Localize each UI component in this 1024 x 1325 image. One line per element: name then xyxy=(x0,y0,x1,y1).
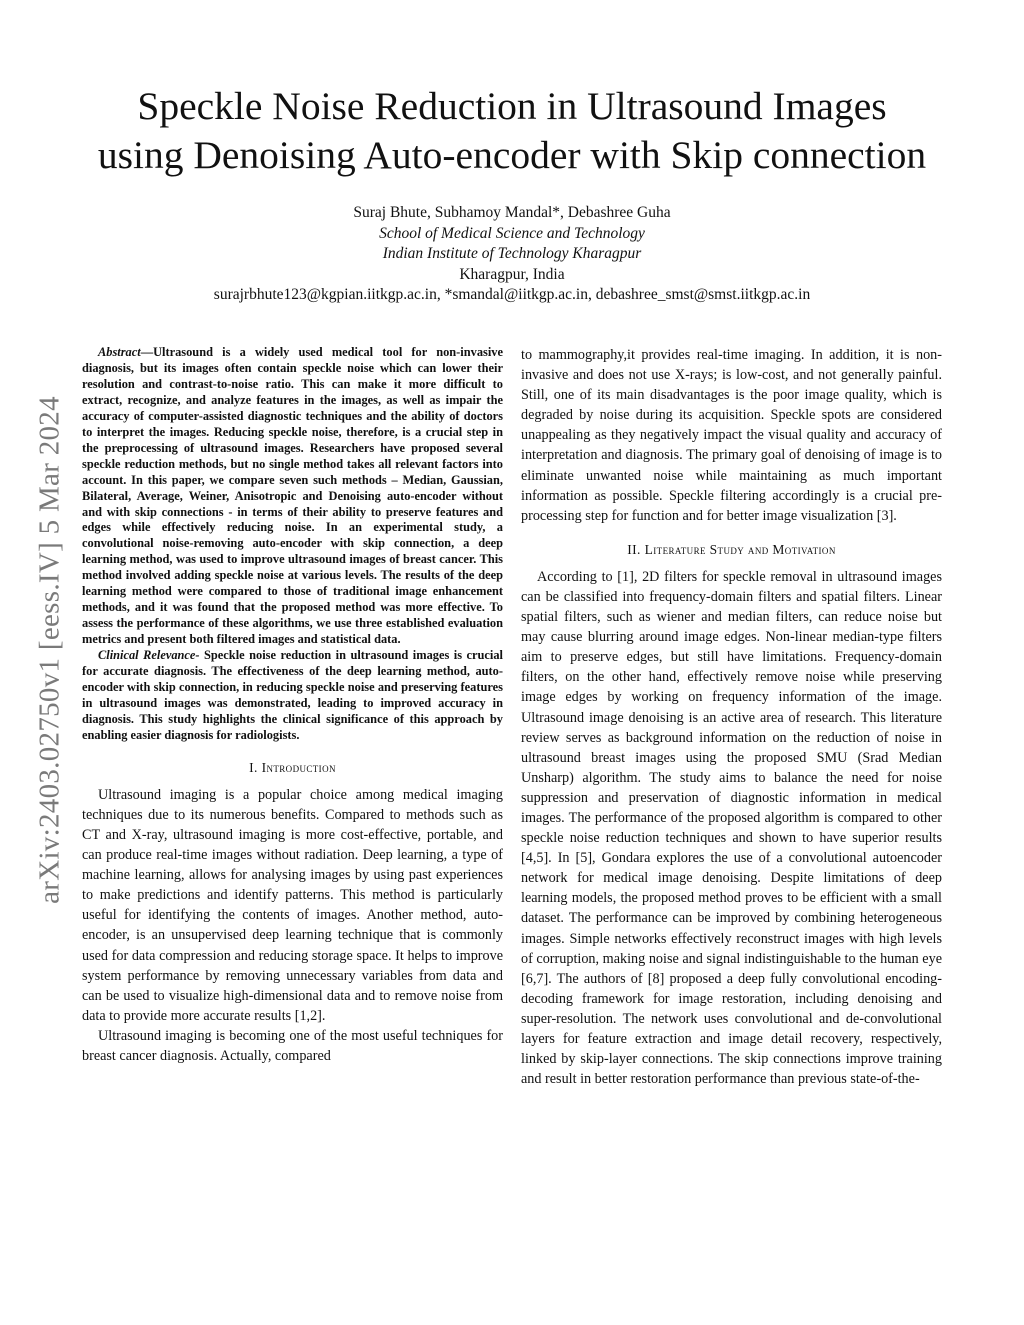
arxiv-identifier-stamp xyxy=(24,340,76,960)
literature-number: II. xyxy=(627,541,641,557)
clinical-relevance-text: Speckle noise reduction in ultrasound images is crucial for accurate diagnosis. The effectiveness of the deep learning method, auto-encoder with skip connection, in reducing speckle noise and preserving features in ultrasound images was demonstrated, leading to improved accuracy in diagnosis. This study highlights the clinical significance of this approach by enabling easier diagnosis for radiologists. xyxy=(82,648,503,742)
paper-title xyxy=(60,82,964,180)
introduction-paragraph-2: Ultrasound imaging is becoming one of the most useful techniques for breast cancer diagnosis. Actually, compared xyxy=(82,1027,503,1065)
literature-body xyxy=(521,567,942,1089)
introduction-heading xyxy=(82,760,503,776)
introduction-paragraph-2-continued: to mammography,it provides real-time imaging. In addition, it is non-invasive and does not use X-rays; is low-cost, and not generally painful. Still, one of its main disadvantages is the poor image quality, which is degraded by noise during its acquisition. Speckle spots are considered unappealing as they negatively impact the visual quality and accuracy of interpretation and diagnosis. The primary goal of denoising of image is to eliminate unwanted noise while maintaining as much important information as possible. Speckle filtering accordingly is a crucial pre-processing step for function and for better image visualization [3]. xyxy=(521,347,942,524)
abstract-section xyxy=(82,345,503,744)
introduction-number: I. xyxy=(249,759,258,775)
literature-paragraph-1: According to [1], 2D filters for speckle removal in ultrasound images can be classified into frequency-domain filters and spatial filters. Linear spatial filters, such as wiener and median filters, can reduce noise but may cause blurring around image edges. Non-linear median-type filters aim to preserve edges, but still have limitations. Frequency-domain filters, on the other hand, effectively remove noise while preserving image edges by working on frequency information of the image. Ultrasound image denoising is an active area of research. This literature review serves as background information on the reduction of noise in ultrasound breast images using the proposed SMU (Srad Median Unsharp) algorithm. The study aims to balance the need for noise suppression and preservation of diagnostic information in medical images. The performance of the proposed algorithm is compared to other speckle noise reduction techniques and shown to have superior results [4,5]. In [5], Gondara explores the use of a convolutional autoencoder network for medical image denoising. Despite limitations of deep learning models, the proposed method proves to be efficient with a small dataset. The performance can be improved by combining heterogeneous images. Simple networks effectively reconstruct images with high levels of corruption, making noise and signal indistinguishable to the human eye [6,7]. The authors of [8] proposed a deep fully convolutional encoding-decoding framework for image restoration, including denoising and super-resolution. The network uses convolutional and de-convolutional layers for feature extraction and image detail recovery, respectively, linked by skip-layer connections. The skip connections improve training and result in better restoration performance than previous state-of-the- xyxy=(521,568,942,1088)
abstract-text: —Ultrasound is a widely used medical tool for non-invasive diagnosis, but its images often contain speckle noise which can lower their resolution and contrast-to-noise ratio. This can make it more difficult to extract, recognize, and analyze features in the images, as well as impair the accuracy of computer-assisted diagnostic techniques and the ability of doctors to interpret the images. Reducing speckle noise, therefore, is a crucial step in the preprocessing of ultrasound images. Researchers have proposed several speckle reduction methods, but no single method takes all relevant factors into account. In this paper, we compare seven such methods – Median, Gaussian, Bilateral, Average, Weiner, Anisotropic and Denoising auto-encoder without and with skip connections - in terms of their ability to preserve features and edges while effectively reducing noise. In an experimental study, a convolutional noise-removing auto-encoder with skip connection, a deep learning method, was used to improve ultrasound images of breast cancer. This method involved adding speckle noise at various levels. The results of the deep learning method were compared to those of traditional image enhancement methods, and it was found that the proposed method was more effective. To assess the performance of these algorithms, we use three established evaluation metrics and present both filtered images and statistical data. xyxy=(82,345,503,647)
abstract-label: Abstract xyxy=(98,345,141,359)
right-column xyxy=(521,345,942,1089)
author-affiliation-school: School of Medical Science and Technology xyxy=(379,224,645,242)
author-affiliation-institute: Indian Institute of Technology Kharagpur xyxy=(382,245,642,262)
author-location: Kharagpur, India xyxy=(459,265,565,283)
clinical-relevance-label: Clinical Relevance- xyxy=(98,648,200,663)
literature-heading xyxy=(521,542,942,558)
clinical-relevance-paragraph xyxy=(82,648,503,744)
literature-title: Literature Study and Motivation xyxy=(644,541,836,557)
abstract-paragraph xyxy=(82,345,503,648)
title-line-2: using Denoising Auto-encoder with Skip connection xyxy=(97,133,927,177)
introduction-paragraph-1: Ultrasound imaging is a popular choice among medical imaging techniques due to its numerous benefits. Compared to methods such as CT and X-ray, ultrasound imaging is more cost-effective, portable, and can produce real-time images without radiation. Deep learning, a type of machine learning, allows for analysing images by using past experiences to make predictions and identify patterns. This method is particularly useful for identifying the contents of images. Another method, auto-encoder, is an unsupervised deep learning technique that is commonly used for data compression and reducing storage space. It helps to improve system performance by removing unnecessary variables from data and can be used to visualize high-dimensional data and to remove noise from data to provide more accurate results [1,2]. xyxy=(82,786,503,1024)
author-emails: surajrbhute123@kgpian.iitkgp.ac.in, *smandal@iitkgp.ac.in, debashree_smst@smst.iitkgp.ac.in xyxy=(213,286,811,303)
author-block xyxy=(0,203,1024,306)
author-names: Suraj Bhute, Subhamoy Mandal*, Debashree Guha xyxy=(353,204,671,221)
arxiv-identifier-text: arXiv:2403.02750v1 [eess.IV] 5 Mar 2024 xyxy=(33,396,66,904)
title-line-1: Speckle Noise Reduction in Ultrasound Images xyxy=(137,84,887,128)
left-column xyxy=(82,345,503,1066)
introduction-title: Introduction xyxy=(261,759,336,775)
introduction-body-continued xyxy=(521,345,942,526)
introduction-body xyxy=(82,785,503,1066)
